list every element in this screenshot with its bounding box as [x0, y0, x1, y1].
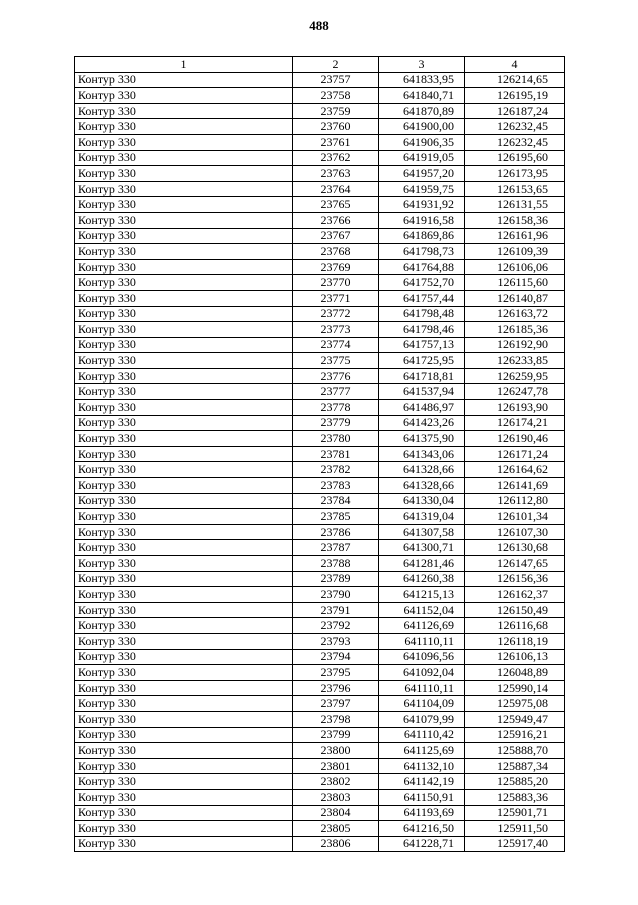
contour-name-cell: Контур 330: [75, 727, 293, 743]
y-coordinate-cell: 126153,65: [465, 181, 565, 197]
table-row: [75, 259, 565, 275]
contour-name-cell: Контур 330: [75, 244, 293, 260]
x-coordinate-cell: 641215,13: [379, 587, 465, 603]
x-coordinate-cell: 641798,46: [379, 322, 465, 338]
contour-name-cell: Контур 330: [75, 618, 293, 634]
y-coordinate-cell: 125975,08: [465, 696, 565, 712]
contour-name-cell: Контур 330: [75, 743, 293, 759]
contour-name-cell: Контур 330: [75, 587, 293, 603]
point-number-cell: 23764: [293, 181, 379, 197]
point-number-cell: 23785: [293, 509, 379, 525]
point-number-cell: 23793: [293, 633, 379, 649]
point-number-cell: 23766: [293, 212, 379, 228]
table-row: [75, 306, 565, 322]
point-number-cell: 23804: [293, 805, 379, 821]
x-coordinate-cell: 641916,58: [379, 212, 465, 228]
contour-name-cell: Контур 330: [75, 478, 293, 494]
contour-name-cell: Контур 330: [75, 72, 293, 88]
point-number-cell: 23774: [293, 337, 379, 353]
point-number-cell: 23789: [293, 571, 379, 587]
point-number-cell: 23791: [293, 602, 379, 618]
contour-name-cell: Контур 330: [75, 696, 293, 712]
table-row: [75, 711, 565, 727]
contour-name-cell: Контур 330: [75, 353, 293, 369]
x-coordinate-cell: 641096,56: [379, 649, 465, 665]
y-coordinate-cell: 126193,90: [465, 400, 565, 416]
y-coordinate-cell: 126141,69: [465, 478, 565, 494]
contour-name-cell: Контур 330: [75, 836, 293, 852]
contour-name-cell: Контур 330: [75, 493, 293, 509]
contour-name-cell: Контур 330: [75, 166, 293, 182]
table-row: [75, 805, 565, 821]
contour-name-cell: Контур 330: [75, 571, 293, 587]
y-coordinate-cell: 126101,34: [465, 509, 565, 525]
x-coordinate-cell: 641537,94: [379, 384, 465, 400]
table-row: [75, 88, 565, 104]
table-row: [75, 680, 565, 696]
contour-name-cell: Контур 330: [75, 119, 293, 135]
x-coordinate-cell: 641757,44: [379, 290, 465, 306]
table-row: [75, 384, 565, 400]
x-coordinate-cell: 641104,09: [379, 696, 465, 712]
point-number-cell: 23792: [293, 618, 379, 634]
contour-name-cell: Контур 330: [75, 649, 293, 665]
table-row: [75, 431, 565, 447]
x-coordinate-cell: 641330,04: [379, 493, 465, 509]
contour-name-cell: Контур 330: [75, 212, 293, 228]
x-coordinate-cell: 641126,69: [379, 618, 465, 634]
point-number-cell: 23787: [293, 540, 379, 556]
contour-name-cell: Контур 330: [75, 400, 293, 416]
x-coordinate-cell: 641718,81: [379, 368, 465, 384]
table-row: [75, 244, 565, 260]
point-number-cell: 23771: [293, 290, 379, 306]
point-number-cell: 23772: [293, 306, 379, 322]
point-number-cell: 23798: [293, 711, 379, 727]
point-number-cell: 23783: [293, 478, 379, 494]
y-coordinate-cell: 126115,60: [465, 275, 565, 291]
y-coordinate-cell: 125901,71: [465, 805, 565, 821]
table-row: [75, 789, 565, 805]
point-number-cell: 23778: [293, 400, 379, 416]
x-coordinate-cell: 641125,69: [379, 743, 465, 759]
x-coordinate-cell: 641764,88: [379, 259, 465, 275]
contour-name-cell: Контур 330: [75, 259, 293, 275]
y-coordinate-cell: 126187,24: [465, 103, 565, 119]
x-coordinate-cell: 641110,11: [379, 633, 465, 649]
y-coordinate-cell: 125917,40: [465, 836, 565, 852]
point-number-cell: 23776: [293, 368, 379, 384]
coordinates-table: [74, 56, 565, 852]
table-row: [75, 337, 565, 353]
table-body: [75, 72, 565, 852]
point-number-cell: 23758: [293, 88, 379, 104]
point-number-cell: 23802: [293, 774, 379, 790]
table-row: [75, 446, 565, 462]
contour-name-cell: Контур 330: [75, 431, 293, 447]
x-coordinate-cell: 641142,19: [379, 774, 465, 790]
contour-name-cell: Контур 330: [75, 384, 293, 400]
y-coordinate-cell: 126232,45: [465, 119, 565, 135]
y-coordinate-cell: 126185,36: [465, 322, 565, 338]
contour-name-cell: Контур 330: [75, 415, 293, 431]
y-coordinate-cell: 126106,13: [465, 649, 565, 665]
column-header-1: 1: [75, 57, 293, 73]
contour-name-cell: Контур 330: [75, 789, 293, 805]
contour-name-cell: Контур 330: [75, 758, 293, 774]
x-coordinate-cell: 641798,48: [379, 306, 465, 322]
table-header-row: [75, 57, 565, 73]
x-coordinate-cell: 641869,86: [379, 228, 465, 244]
x-coordinate-cell: 641919,05: [379, 150, 465, 166]
x-coordinate-cell: 641079,99: [379, 711, 465, 727]
x-coordinate-cell: 641132,10: [379, 758, 465, 774]
y-coordinate-cell: 126164,62: [465, 462, 565, 478]
x-coordinate-cell: 641328,66: [379, 478, 465, 494]
x-coordinate-cell: 641281,46: [379, 556, 465, 572]
table-row: [75, 649, 565, 665]
table-row: [75, 633, 565, 649]
contour-name-cell: Контур 330: [75, 275, 293, 291]
y-coordinate-cell: 126130,68: [465, 540, 565, 556]
contour-name-cell: Контур 330: [75, 602, 293, 618]
y-coordinate-cell: 125888,70: [465, 743, 565, 759]
y-coordinate-cell: 126161,96: [465, 228, 565, 244]
y-coordinate-cell: 126107,30: [465, 524, 565, 540]
table-row: [75, 290, 565, 306]
table-row: [75, 181, 565, 197]
y-coordinate-cell: 125990,14: [465, 680, 565, 696]
point-number-cell: 23806: [293, 836, 379, 852]
table-row: [75, 524, 565, 540]
point-number-cell: 23763: [293, 166, 379, 182]
point-number-cell: 23761: [293, 134, 379, 150]
table-row: [75, 228, 565, 244]
contour-name-cell: Контур 330: [75, 805, 293, 821]
x-coordinate-cell: 641833,95: [379, 72, 465, 88]
x-coordinate-cell: 641752,70: [379, 275, 465, 291]
column-header-2: 2: [293, 57, 379, 73]
x-coordinate-cell: 641375,90: [379, 431, 465, 447]
y-coordinate-cell: 126259,95: [465, 368, 565, 384]
contour-name-cell: Контур 330: [75, 680, 293, 696]
x-coordinate-cell: 641110,11: [379, 680, 465, 696]
y-coordinate-cell: 126190,46: [465, 431, 565, 447]
table-row: [75, 836, 565, 852]
contour-name-cell: Контур 330: [75, 509, 293, 525]
point-number-cell: 23780: [293, 431, 379, 447]
y-coordinate-cell: 126214,65: [465, 72, 565, 88]
x-coordinate-cell: 641870,89: [379, 103, 465, 119]
point-number-cell: 23759: [293, 103, 379, 119]
x-coordinate-cell: 641725,95: [379, 353, 465, 369]
point-number-cell: 23765: [293, 197, 379, 213]
contour-name-cell: Контур 330: [75, 556, 293, 572]
table-row: [75, 478, 565, 494]
x-coordinate-cell: 641423,26: [379, 415, 465, 431]
page-number: 488: [309, 18, 329, 33]
table-row: [75, 275, 565, 291]
table-row: [75, 415, 565, 431]
y-coordinate-cell: 126195,19: [465, 88, 565, 104]
contour-name-cell: Контур 330: [75, 337, 293, 353]
y-coordinate-cell: 126156,36: [465, 571, 565, 587]
column-header-3: 3: [379, 57, 465, 73]
point-number-cell: 23773: [293, 322, 379, 338]
point-number-cell: 23788: [293, 556, 379, 572]
y-coordinate-cell: 126112,80: [465, 493, 565, 509]
point-number-cell: 23790: [293, 587, 379, 603]
contour-name-cell: Контур 330: [75, 368, 293, 384]
table-row: [75, 758, 565, 774]
point-number-cell: 23757: [293, 72, 379, 88]
table-row: [75, 150, 565, 166]
x-coordinate-cell: 641110,42: [379, 727, 465, 743]
table-row: [75, 368, 565, 384]
x-coordinate-cell: 641900,00: [379, 119, 465, 135]
y-coordinate-cell: 125887,34: [465, 758, 565, 774]
point-number-cell: 23795: [293, 665, 379, 681]
table-row: [75, 119, 565, 135]
contour-name-cell: Контур 330: [75, 774, 293, 790]
point-number-cell: 23762: [293, 150, 379, 166]
contour-name-cell: Контур 330: [75, 197, 293, 213]
table-row: [75, 103, 565, 119]
point-number-cell: 23799: [293, 727, 379, 743]
contour-name-cell: Контур 330: [75, 446, 293, 462]
point-number-cell: 23800: [293, 743, 379, 759]
table-row: [75, 493, 565, 509]
point-number-cell: 23775: [293, 353, 379, 369]
contour-name-cell: Контур 330: [75, 462, 293, 478]
x-coordinate-cell: 641840,71: [379, 88, 465, 104]
contour-name-cell: Контур 330: [75, 103, 293, 119]
y-coordinate-cell: 126109,39: [465, 244, 565, 260]
table-row: [75, 197, 565, 213]
x-coordinate-cell: 641343,06: [379, 446, 465, 462]
x-coordinate-cell: 641152,04: [379, 602, 465, 618]
x-coordinate-cell: 641328,66: [379, 462, 465, 478]
y-coordinate-cell: 125911,50: [465, 821, 565, 837]
y-coordinate-cell: 126106,06: [465, 259, 565, 275]
table-row: [75, 134, 565, 150]
contour-name-cell: Контур 330: [75, 228, 293, 244]
contour-name-cell: Контур 330: [75, 322, 293, 338]
table-row: [75, 571, 565, 587]
table-row: [75, 665, 565, 681]
y-coordinate-cell: 126158,36: [465, 212, 565, 228]
contour-name-cell: Контур 330: [75, 540, 293, 556]
x-coordinate-cell: 641757,13: [379, 337, 465, 353]
y-coordinate-cell: 126171,24: [465, 446, 565, 462]
point-number-cell: 23786: [293, 524, 379, 540]
x-coordinate-cell: 641307,58: [379, 524, 465, 540]
contour-name-cell: Контур 330: [75, 290, 293, 306]
point-number-cell: 23805: [293, 821, 379, 837]
y-coordinate-cell: 125949,47: [465, 711, 565, 727]
table-row: [75, 540, 565, 556]
y-coordinate-cell: 125883,36: [465, 789, 565, 805]
point-number-cell: 23797: [293, 696, 379, 712]
contour-name-cell: Контур 330: [75, 88, 293, 104]
y-coordinate-cell: 126192,90: [465, 337, 565, 353]
point-number-cell: 23781: [293, 446, 379, 462]
point-number-cell: 23770: [293, 275, 379, 291]
y-coordinate-cell: 126116,68: [465, 618, 565, 634]
x-coordinate-cell: 641216,50: [379, 821, 465, 837]
table-row: [75, 696, 565, 712]
y-coordinate-cell: 126233,85: [465, 353, 565, 369]
table-row: [75, 743, 565, 759]
x-coordinate-cell: 641959,75: [379, 181, 465, 197]
point-number-cell: 23760: [293, 119, 379, 135]
y-coordinate-cell: 126232,45: [465, 134, 565, 150]
table-row: [75, 602, 565, 618]
contour-name-cell: Контур 330: [75, 633, 293, 649]
y-coordinate-cell: 125916,21: [465, 727, 565, 743]
contour-name-cell: Контур 330: [75, 150, 293, 166]
point-number-cell: 23782: [293, 462, 379, 478]
point-number-cell: 23769: [293, 259, 379, 275]
point-number-cell: 23796: [293, 680, 379, 696]
x-coordinate-cell: 641798,73: [379, 244, 465, 260]
y-coordinate-cell: 126131,55: [465, 197, 565, 213]
point-number-cell: 23803: [293, 789, 379, 805]
point-number-cell: 23784: [293, 493, 379, 509]
contour-name-cell: Контур 330: [75, 134, 293, 150]
x-coordinate-cell: 641931,92: [379, 197, 465, 213]
contour-name-cell: Контур 330: [75, 524, 293, 540]
point-number-cell: 23794: [293, 649, 379, 665]
y-coordinate-cell: 126163,72: [465, 306, 565, 322]
table-row: [75, 462, 565, 478]
point-number-cell: 23779: [293, 415, 379, 431]
x-coordinate-cell: 641150,91: [379, 789, 465, 805]
x-coordinate-cell: 641906,35: [379, 134, 465, 150]
contour-name-cell: Контур 330: [75, 181, 293, 197]
table-row: [75, 618, 565, 634]
y-coordinate-cell: 126147,65: [465, 556, 565, 572]
contour-name-cell: Контур 330: [75, 711, 293, 727]
column-header-4: 4: [465, 57, 565, 73]
y-coordinate-cell: 126150,49: [465, 602, 565, 618]
contour-name-cell: Контур 330: [75, 821, 293, 837]
y-coordinate-cell: 126173,95: [465, 166, 565, 182]
table-row: [75, 72, 565, 88]
x-coordinate-cell: 641486,97: [379, 400, 465, 416]
x-coordinate-cell: 641300,71: [379, 540, 465, 556]
y-coordinate-cell: 126118,19: [465, 633, 565, 649]
point-number-cell: 23767: [293, 228, 379, 244]
point-number-cell: 23768: [293, 244, 379, 260]
x-coordinate-cell: 641260,38: [379, 571, 465, 587]
table-row: [75, 212, 565, 228]
table-row: [75, 509, 565, 525]
x-coordinate-cell: 641957,20: [379, 166, 465, 182]
table-row: [75, 774, 565, 790]
table-row: [75, 322, 565, 338]
x-coordinate-cell: 641319,04: [379, 509, 465, 525]
table-row: [75, 821, 565, 837]
table-row: [75, 587, 565, 603]
point-number-cell: 23777: [293, 384, 379, 400]
table-row: [75, 556, 565, 572]
y-coordinate-cell: 126174,21: [465, 415, 565, 431]
table-row: [75, 400, 565, 416]
y-coordinate-cell: 126247,78: [465, 384, 565, 400]
table-row: [75, 727, 565, 743]
x-coordinate-cell: 641092,04: [379, 665, 465, 681]
contour-name-cell: Контур 330: [75, 306, 293, 322]
point-number-cell: 23801: [293, 758, 379, 774]
y-coordinate-cell: 125885,20: [465, 774, 565, 790]
x-coordinate-cell: 641228,71: [379, 836, 465, 852]
x-coordinate-cell: 641193,69: [379, 805, 465, 821]
y-coordinate-cell: 126140,87: [465, 290, 565, 306]
y-coordinate-cell: 126162,37: [465, 587, 565, 603]
y-coordinate-cell: 126195,60: [465, 150, 565, 166]
y-coordinate-cell: 126048,89: [465, 665, 565, 681]
table-row: [75, 353, 565, 369]
table-row: [75, 166, 565, 182]
contour-name-cell: Контур 330: [75, 665, 293, 681]
